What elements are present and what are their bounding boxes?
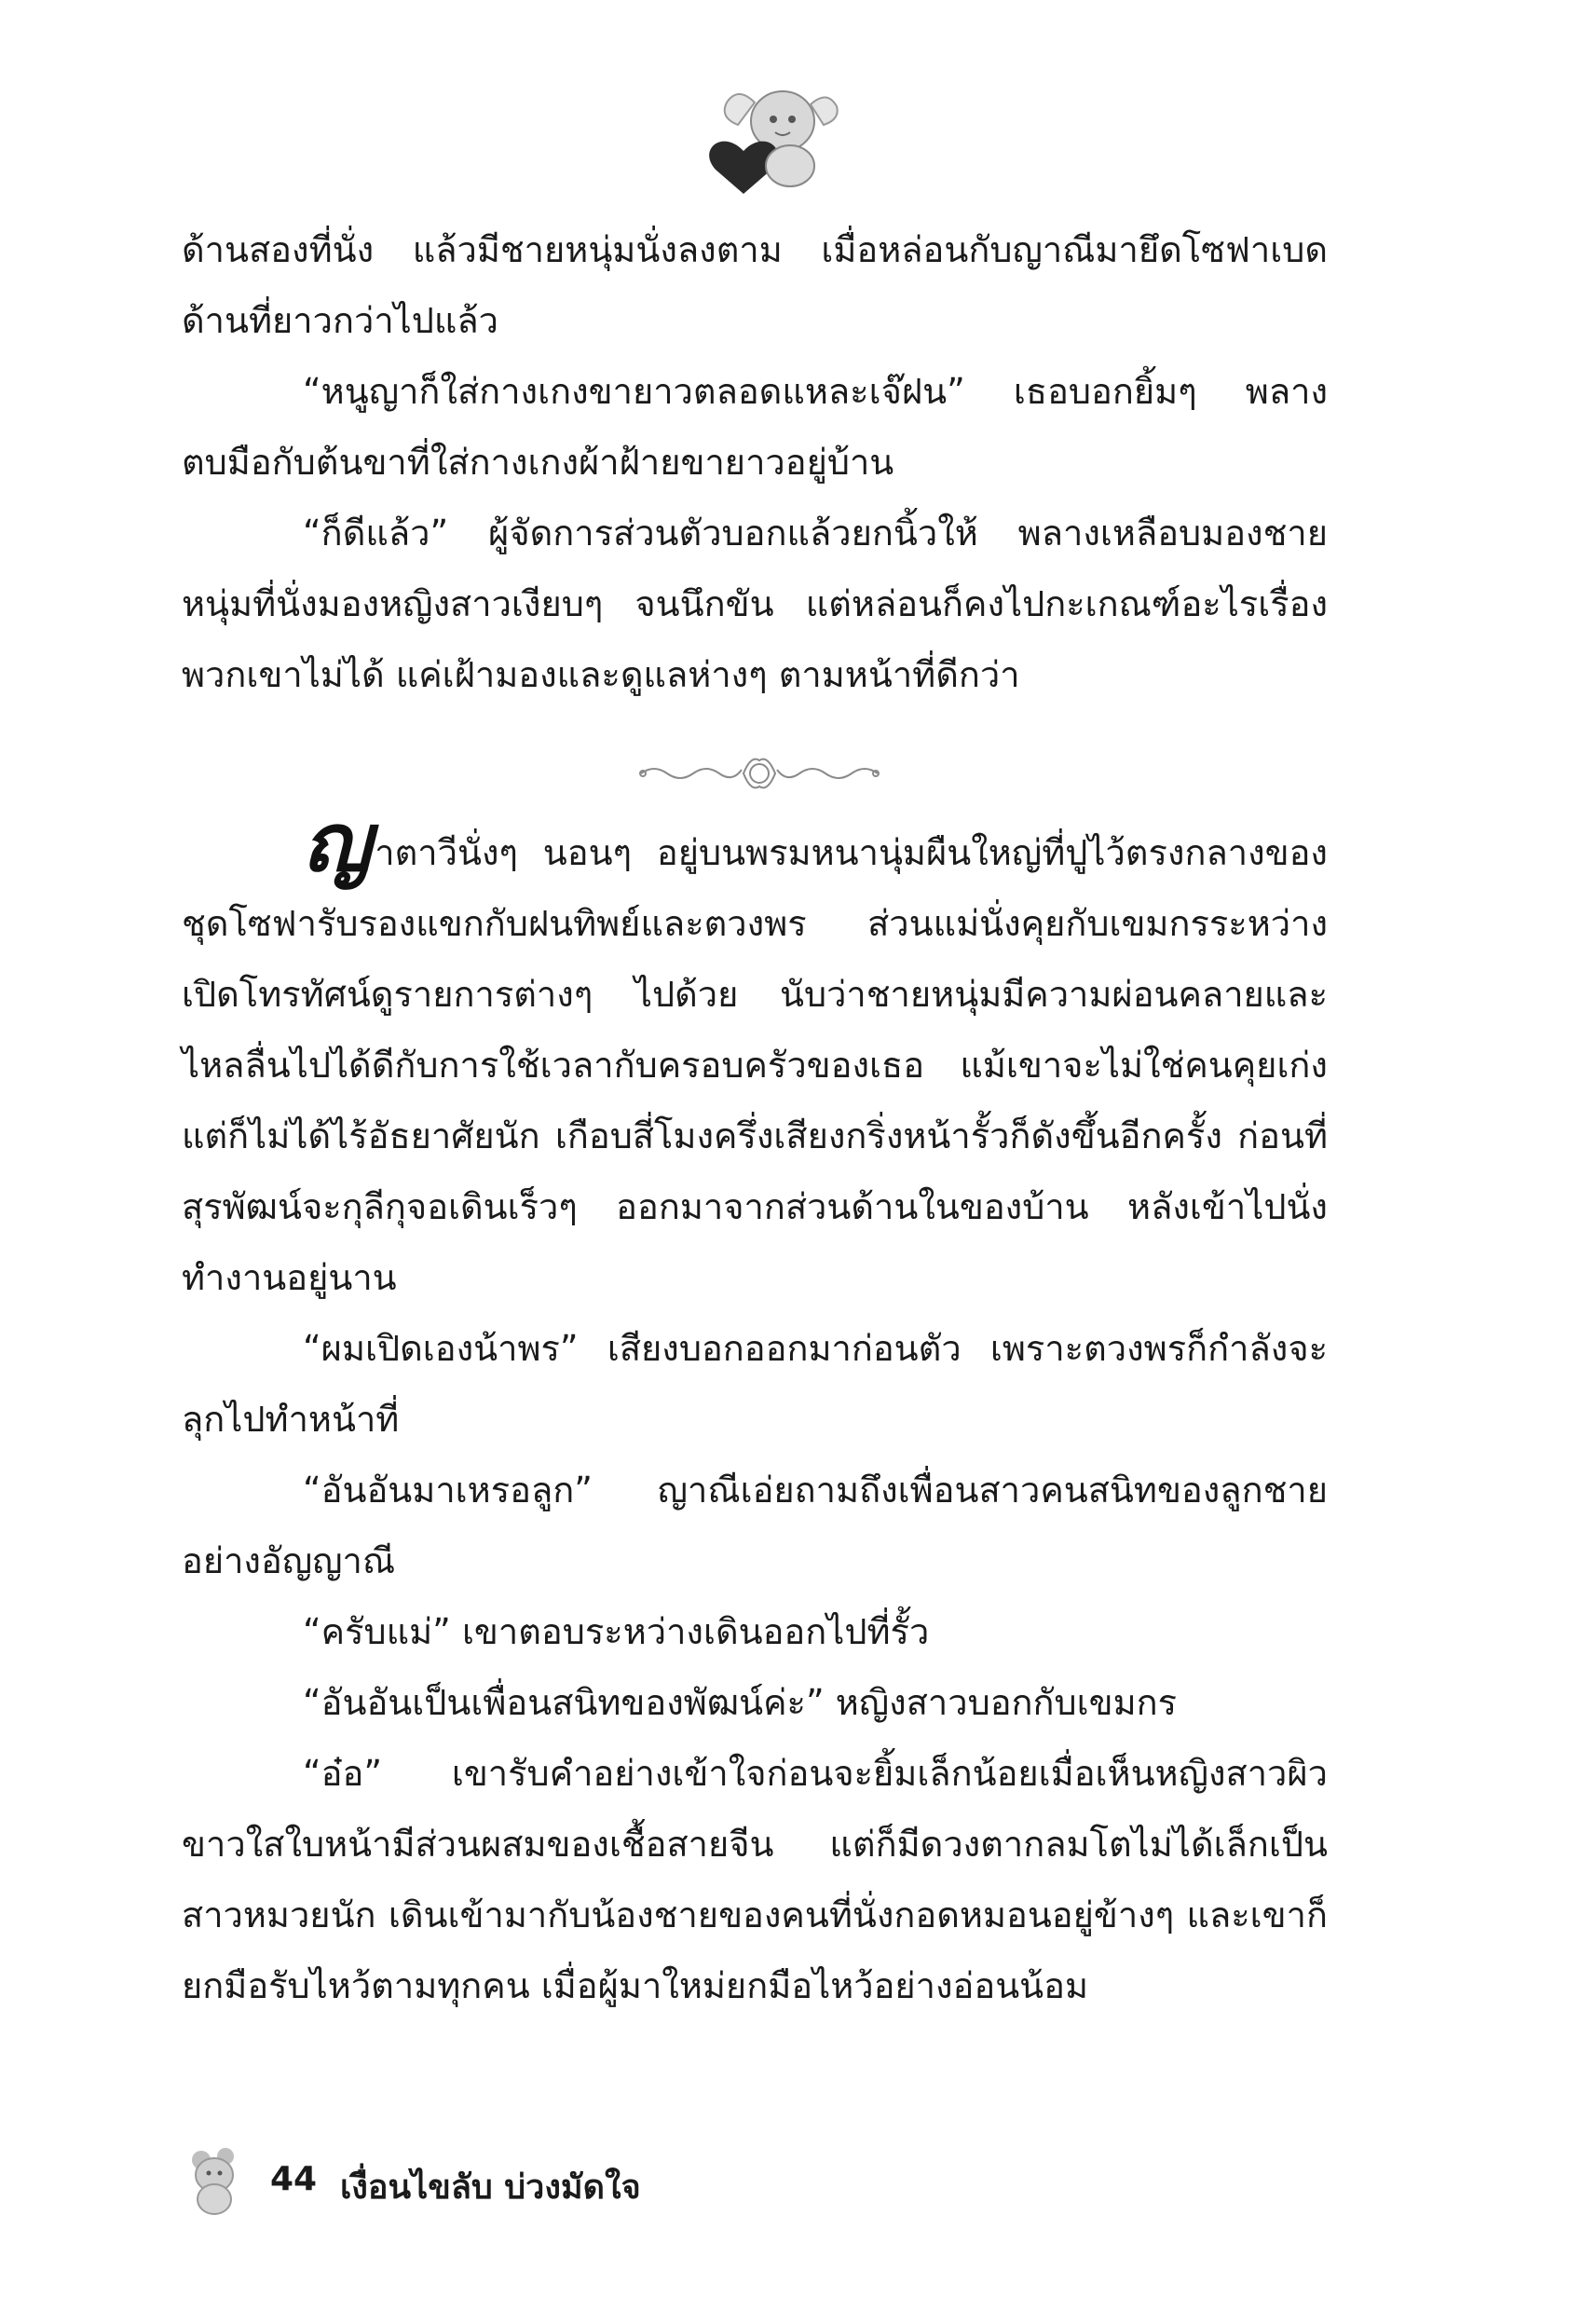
paragraph: “ก็ดีแล้ว” ผู้จัดการส่วนตัวบอกแล้วยกนิ้วให้ พลางเหลือบมองชายหนุ่มที่นั่งมองหญิงสาวเงียบๆ จนนึกขัน แต่หล่อนก็คงไปกะเกณฑ์อะไรเรื่องพวกเขาไม่ได้ แค่เฝ้ามองและดูแลห่างๆ ตามหน้าที่ดีกว่า (182, 513, 1328, 695)
cupid-heart-icon (689, 65, 839, 196)
drop-cap: ญ (303, 796, 372, 890)
section-2-text (182, 796, 1328, 2021)
paragraph: “หนูญาก็ใส่กางเกงขายาวตลอดแหละเจ๊ฝน” เธอบอกยิ้มๆ พลางตบมือกับต้นขาที่ใส่กางเกงผ้าฝ้ายขายาวอยู่บ้าน (182, 371, 1328, 483)
paragraph: ด้านสองที่นั่ง แล้วมีชายหนุ่มนั่งลงตาม เมื่อหล่อนกับญาณีมายึดโซฟาเบดด้านที่ยาวกว่าไปแล้ว (182, 229, 1328, 341)
paragraph: “อ๋อ” เขารับคำอย่างเข้าใจก่อนจะยิ้มเล็กน้อยเมื่อเห็นหญิงสาวผิวขาวใสใบหน้ามีส่วนผสมของเชื้อสายจีน แต่ก็มีดวงตากลมโตไม่ได้เล็กเป็นสาวหมวยนัก เดินเข้ามากับน้องชายของคนที่นั่งกอดหมอนอยู่ข้างๆ และเขาก็ยกมือรับไหว้ตามทุกคน เมื่อผู้มาใหม่ยกมือไหว้อย่างอ่อนน้อม (182, 1753, 1328, 2006)
page-number: 44 (270, 2160, 318, 2198)
paragraph: “ผมเปิดเองน้าพร” เสียงบอกออกมาก่อนตัว เพราะตวงพรก็กำลังจะลุกไปทำหน้าที่ (182, 1328, 1328, 1440)
paragraph: “ครับแม่” เขาตอบระหว่างเดินออกไปที่รั้ว (303, 1611, 930, 1652)
paragraph: “อันอันเป็นเพื่อนสนิทของพัฒน์ค่ะ” หญิงสาวบอกกับเขมกร (303, 1682, 1178, 1723)
ornamental-divider-icon (634, 745, 885, 801)
teddy-bear-icon (177, 2143, 252, 2218)
paragraph-text: าตาวีนั่งๆ นอนๆ อยู่บนพรมหนานุ่มผืนใหญ่ที่ปูไว้ตรงกลางของชุดโซฟารับรองแขกกับฝนทิพย์และตวงพร ส่วนแม่นั่งคุยกับเขมกรระหว่างเปิดโทรทัศน์ดูรายการต่างๆ ไปด้วย นับว่าชายหนุ่มมีความผ่อนคลายและไหลลื่นไปได้ดีกับการใช้เวลากับครอบครัวของเธอ แม้เขาจะไม่ใช่คนคุยเก่งแต่ก็ไม่ได้ไร้อัธยาศัยนัก เกือบสี่โมงครึ่งเสียงกริ่งหน้ารั้วก็ดังขึ้นอีกครั้ง ก่อนที่สุรพัฒน์จะกุลีกุจอเดินเร็วๆ ออกมาจากส่วนด้านในของบ้าน หลังเข้าไปนั่งทำงานอยู่นาน (182, 832, 1328, 1298)
paragraph (182, 796, 1328, 1313)
paragraph: “อันอันมาเหรอลูก” ญาณีเอ่ยถามถึงเพื่อนสาวคนสนิทของลูกชายอย่างอัญญาณี (182, 1470, 1328, 1581)
book-title: เงื่อนไขลับ บ่วงมัดใจ (340, 2168, 641, 2207)
section-1-text (182, 214, 1328, 710)
page-footer (177, 2143, 922, 2227)
